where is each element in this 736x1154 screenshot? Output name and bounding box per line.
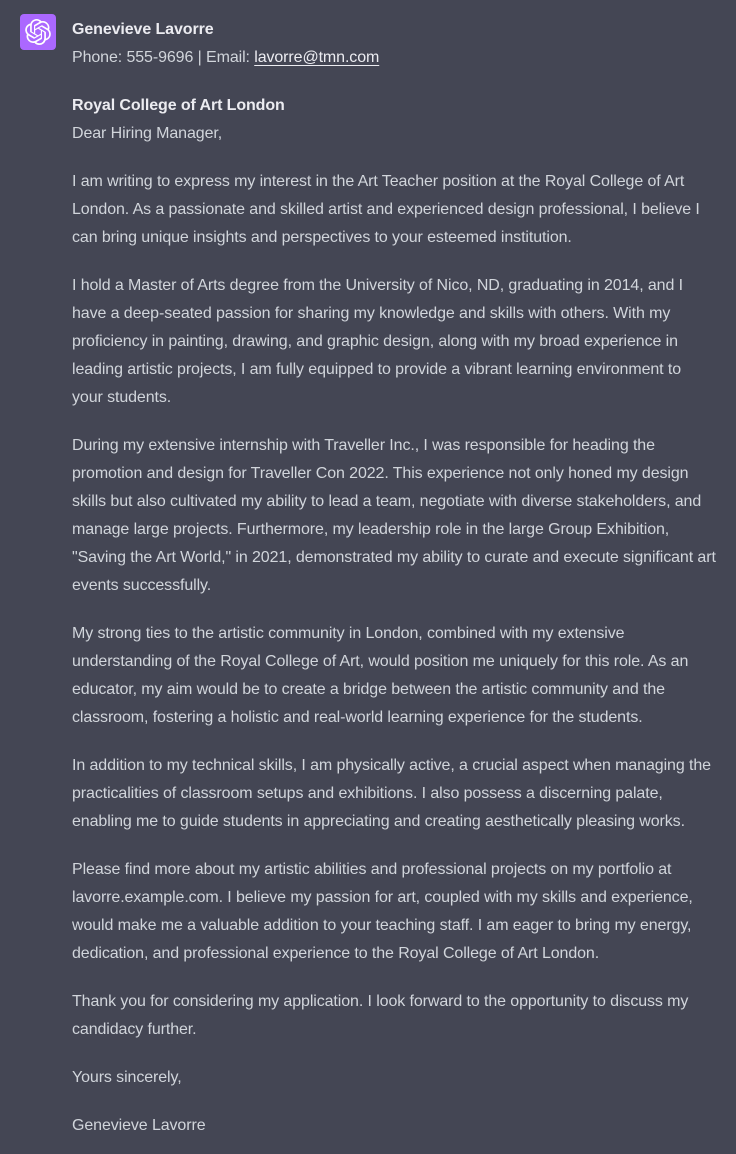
letter-paragraph: I hold a Master of Arts degree from the University of Nico, ND, graduating in 2014, and I have a deep-seated passion for sharing my knowledge and skills with others. With my proficiency in painting, drawing, and graphic design, along with my broad experience in leading artistic projects, I am fully equipped to provide a vibrant learning environment to your students. xyxy=(72,277,683,406)
letter-paragraph: My strong ties to the artistic community in London, combined with my extensive understanding of the Royal College of Art, would position me uniquely for this role. As an educator, my aim would be to create a bridge between the artistic community and the classroom, fostering a holistic and real-world learning experience for the students. xyxy=(72,625,689,726)
letter-opening xyxy=(72,92,716,148)
openai-logo-icon xyxy=(25,19,51,45)
sender-header xyxy=(72,16,716,72)
letter-closing: Yours sincerely, xyxy=(72,1069,182,1086)
letter-paragraph: During my extensive internship with Traveller Inc., I was responsible for heading the promotion and design for Traveller Con 2022. This experience not only honed my design skills but also cultivated my ability to lead a team, negotiate with diverse stakeholders, and manage large projects. Furthermore, my leadership role in the large Group Exhibition, "Saving the Art World," in 2021, demonstrated my ability to curate and execute significant art events successfully. xyxy=(72,437,716,594)
recipient-heading: Royal College of Art London xyxy=(72,97,285,114)
assistant-avatar xyxy=(20,14,56,50)
letter-signature: Genevieve Lavorre xyxy=(72,1117,206,1134)
email-link[interactable]: lavorre@tmn.com xyxy=(254,49,380,66)
letter-paragraph: Please find more about my artistic abilities and professional projects on my portfolio at lavorre.example.com. I believe my passion for art, coupled with my skills and experience, would make me a valuable addition to your teaching staff. I am eager to bring my energy, dedication, and professional experience to the Royal College of Art London. xyxy=(72,861,693,962)
contact-line xyxy=(72,44,716,72)
message-content xyxy=(72,14,716,1140)
salutation: Dear Hiring Manager, xyxy=(72,125,223,142)
letter-paragraph: In addition to my technical skills, I am physically active, a crucial aspect when managing the practicalities of classroom setups and exhibitions. I also possess a discerning palate, enabling me to guide students in appreciating and creating aesthetically pleasing works. xyxy=(72,757,711,830)
sender-name: Genevieve Lavorre xyxy=(72,21,214,38)
contact-prefix: Phone: 555-9696 | Email: xyxy=(72,49,255,66)
letter-paragraph: I am writing to express my interest in the Art Teacher position at the Royal College of Art London. As a passionate and skilled artist and experienced design professional, I believe I can bring unique insights and perspectives to your esteemed institution. xyxy=(72,173,700,246)
letter-paragraph: Thank you for considering my application. I look forward to the opportunity to discuss my candidacy further. xyxy=(72,993,689,1038)
